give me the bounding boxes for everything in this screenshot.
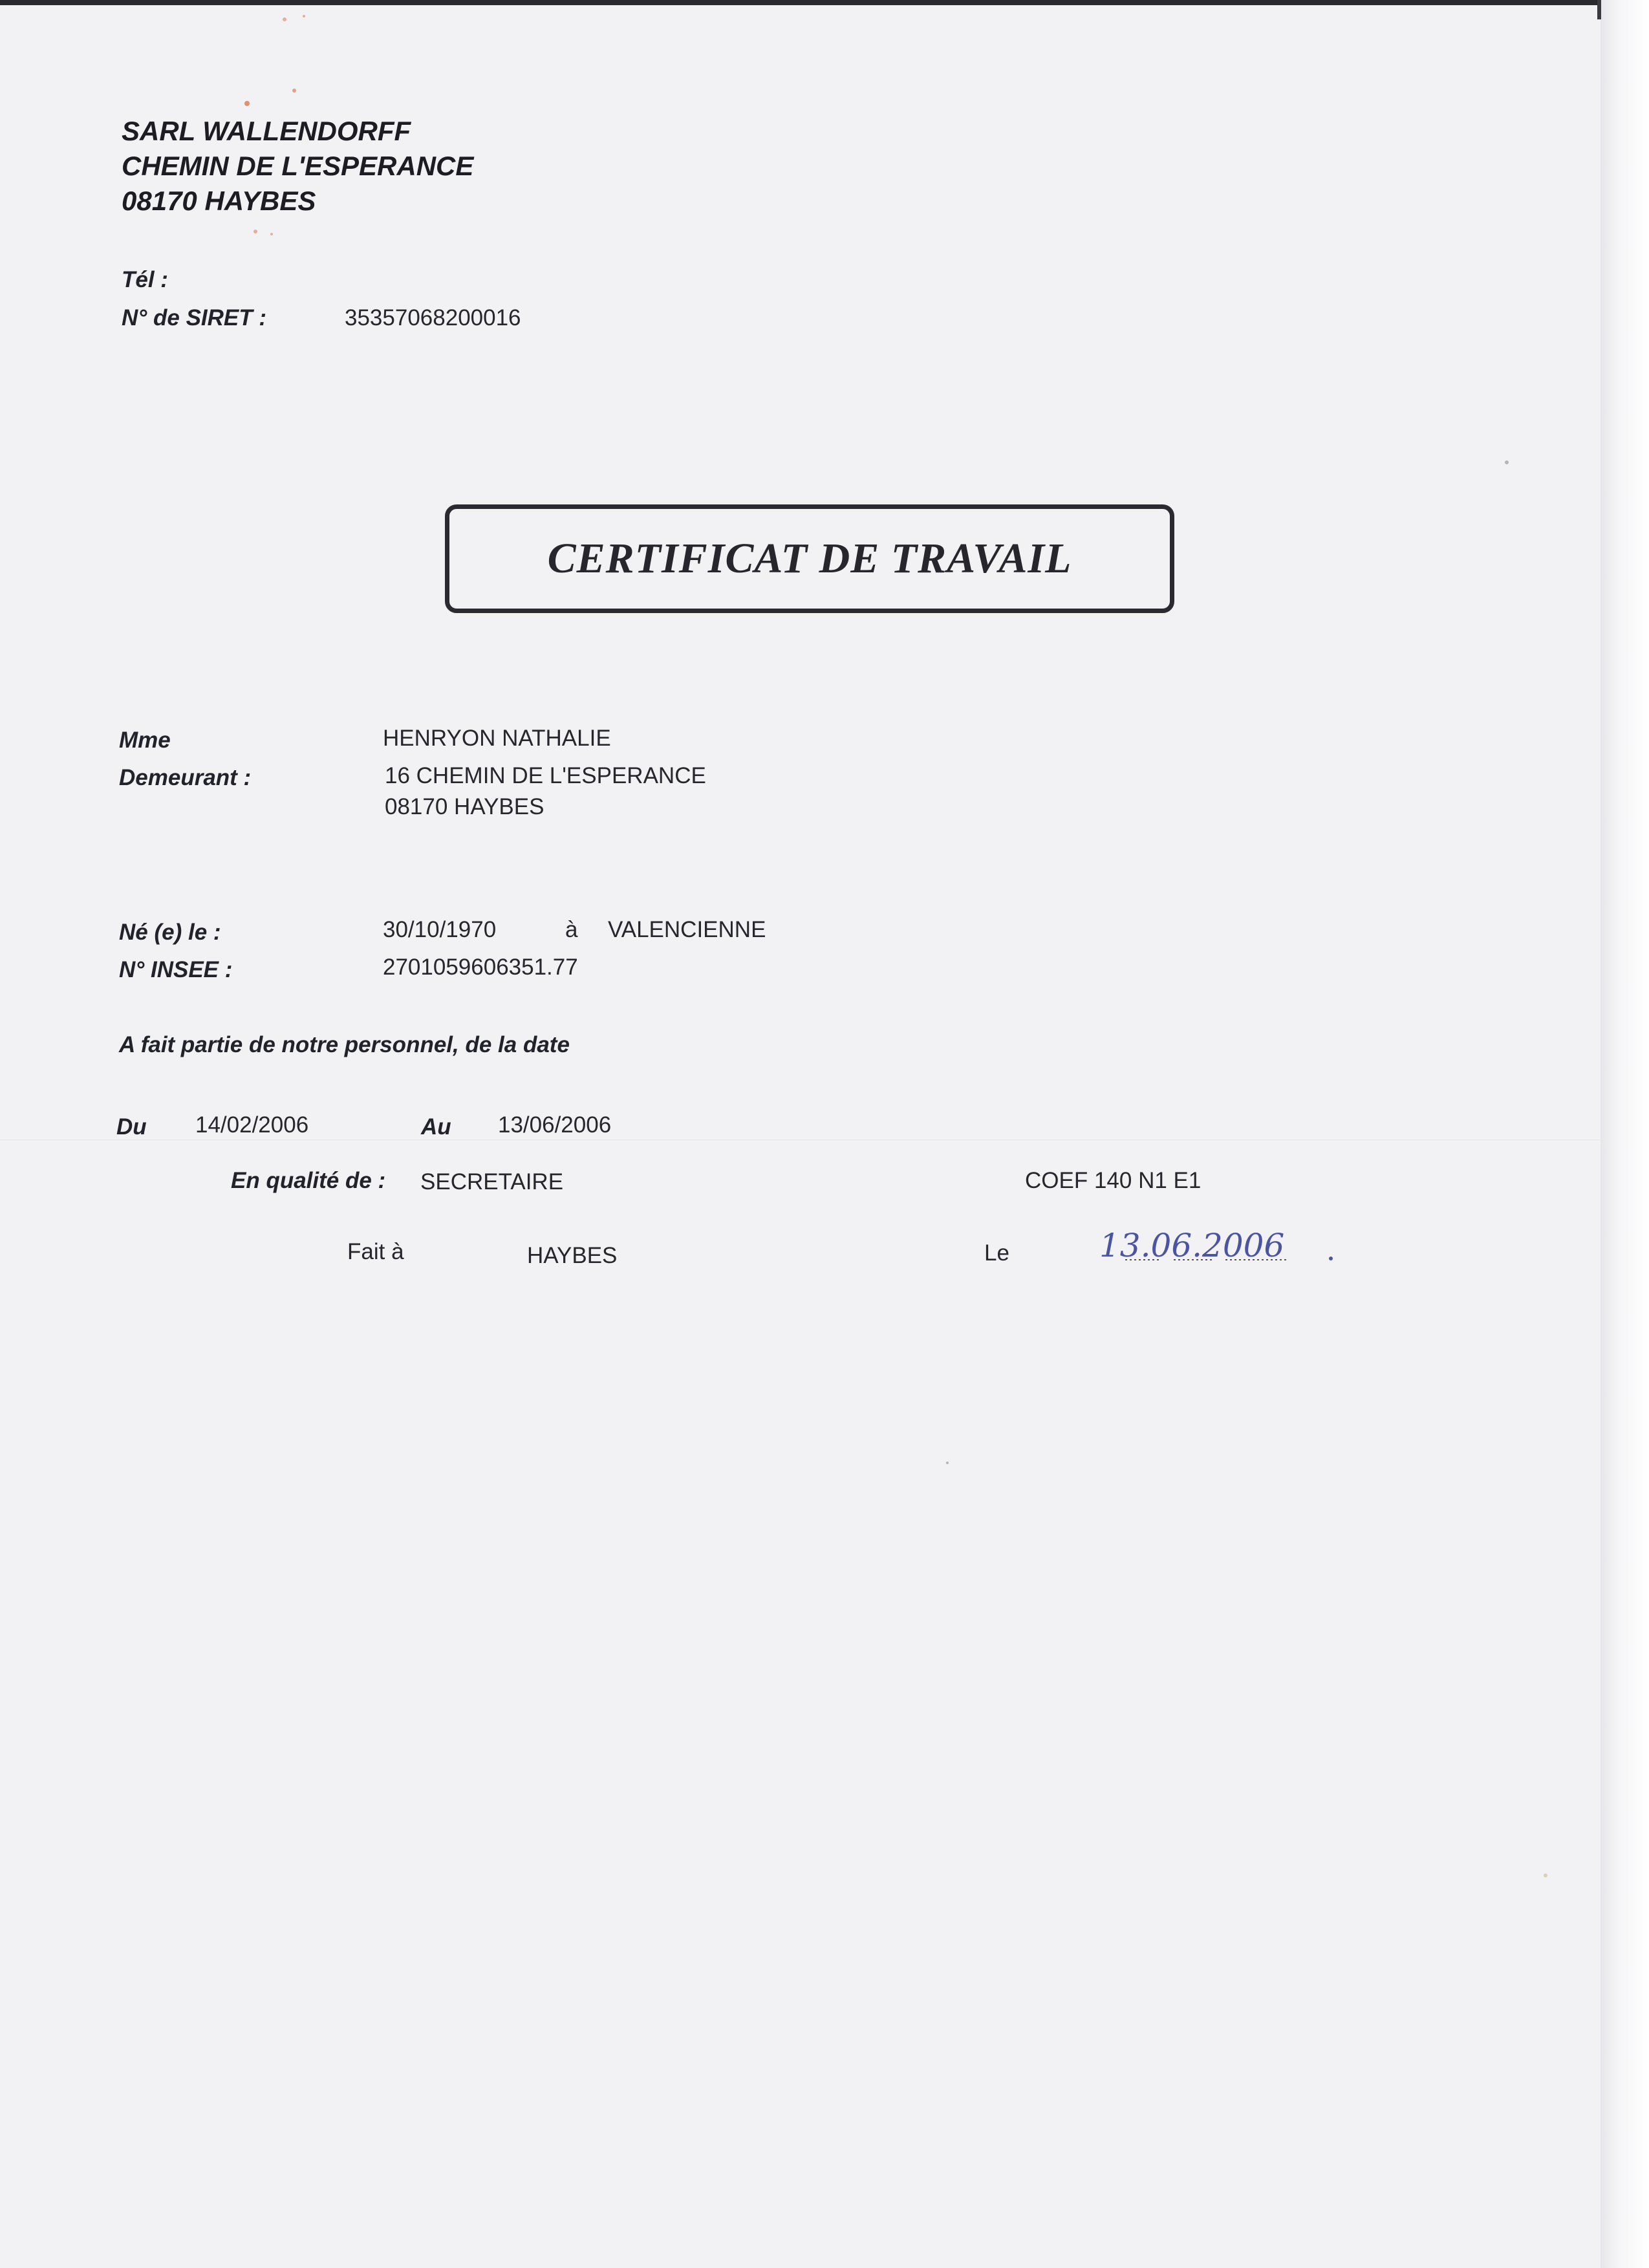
birth-place: VALENCIENNE — [608, 917, 766, 942]
place-label: Fait à — [347, 1239, 404, 1264]
scan-corner-shadow — [1597, 0, 1601, 19]
civility-label: Mme — [119, 728, 171, 753]
company-name: SARL WALLENDORFF — [122, 116, 411, 146]
birth-at: à — [565, 917, 578, 942]
role-label: En qualité de : — [231, 1168, 386, 1193]
tel-label: Tél : — [122, 267, 168, 292]
employee-name: HENRYON NATHALIE — [383, 726, 611, 751]
company-street: CHEMIN DE L'ESPERANCE — [122, 151, 474, 181]
siret-value: 35357068200016 — [345, 305, 521, 330]
paper-fold-line — [0, 1139, 1600, 1141]
employment-statement: A fait partie de notre personnel, de la date — [119, 1032, 570, 1057]
address-label: Demeurant : — [119, 765, 252, 790]
to-label: Au — [421, 1114, 451, 1139]
siret-label: N° de SIRET : — [122, 305, 267, 330]
place-value: HAYBES — [527, 1243, 618, 1268]
from-label: Du — [116, 1114, 147, 1139]
date-label: Le — [984, 1240, 1009, 1266]
document-title-box — [445, 504, 1174, 613]
to-date: 13/06/2006 — [498, 1112, 612, 1138]
handwritten-date — [1099, 1221, 1345, 1269]
company-city: 08170 HAYBES — [122, 186, 316, 216]
insee-label: N° INSEE : — [119, 957, 233, 982]
document-title: CERTIFICAT DE TRAVAIL — [547, 535, 1072, 582]
address-line2: 08170 HAYBES — [385, 794, 544, 819]
ink-dot — [1329, 1257, 1333, 1260]
address-line1: 16 CHEMIN DE L'ESPERANCE — [385, 763, 706, 788]
scan-right-edge — [1600, 0, 1649, 2268]
scan-top-edge — [0, 0, 1600, 5]
birth-label: Né (e) le : — [119, 920, 221, 945]
birth-date: 30/10/1970 — [383, 917, 497, 942]
from-date: 14/02/2006 — [195, 1112, 309, 1138]
insee-value: 2701059606351.77 — [383, 955, 578, 980]
handwritten-date-text: 13.06.2006 — [1099, 1227, 1285, 1264]
coefficient: COEF 140 N1 E1 — [1025, 1168, 1202, 1193]
role-value: SECRETAIRE — [420, 1169, 564, 1194]
